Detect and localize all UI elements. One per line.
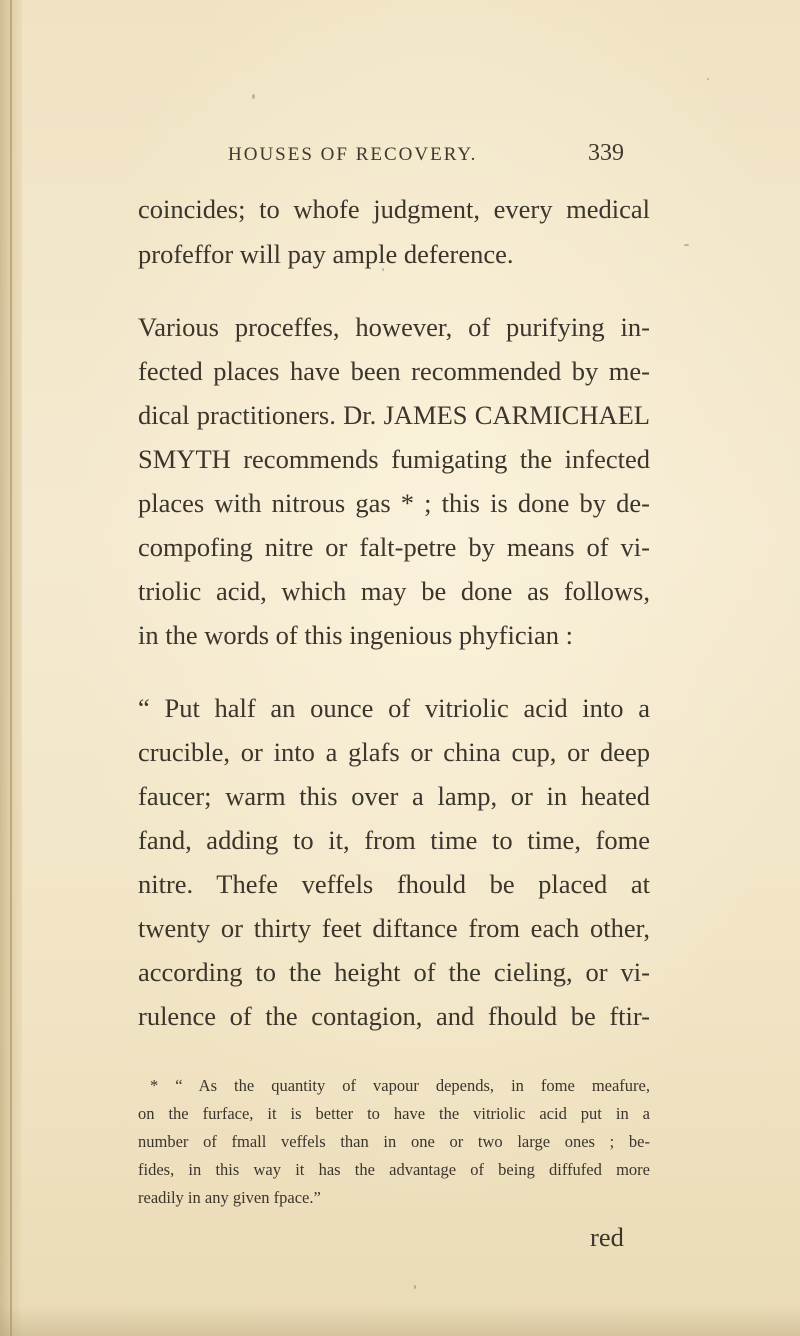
body-line: triolic acid, which may be done as follows, xyxy=(138,576,650,606)
body-line: “ Put half an ounce of vitriolic acid into a xyxy=(138,693,650,723)
body-line: crucible, or into a glafs or china cup, or deep xyxy=(138,737,650,767)
body-line: rulence of the contagion, and fhould be ftir- xyxy=(138,1001,650,1031)
catchword: red xyxy=(590,1222,624,1252)
body-line: according to the height of the cieling, or vi- xyxy=(138,957,650,987)
footnote-line: number of fmall veffels than in one or two large ones ; be- xyxy=(138,1132,650,1151)
body-line: faucer; warm this over a lamp, or in heated xyxy=(138,781,650,811)
body-line: places with nitrous gas * ; this is done by de- xyxy=(138,488,650,518)
paper-speck xyxy=(707,78,709,80)
paper-speck xyxy=(414,1285,416,1289)
body-line: coincides; to whofe judgment, every medical xyxy=(138,194,650,224)
paper-speck xyxy=(252,94,255,99)
body-line: dical practitioners. Dr. JAMES CARMICHAEL xyxy=(138,400,650,430)
body-line: in the words of this ingenious phyfician : xyxy=(138,620,573,650)
body-line: compofing nitre or falt-petre by means of vi- xyxy=(138,532,650,562)
paper-speck xyxy=(382,268,384,271)
body-line: fand, adding to it, from time to time, fome xyxy=(138,825,650,855)
binding-crease xyxy=(10,0,12,1336)
paper-speck xyxy=(684,244,689,246)
running-header xyxy=(0,140,800,174)
page-bottom-edge xyxy=(0,1306,800,1336)
footnote-line: * “ As the quantity of vapour depends, in fome meafure, xyxy=(150,1076,650,1095)
body-line: fected places have been recommended by me- xyxy=(138,356,650,386)
footnote-line: fides, in this way it has the advantage of being diffufed more xyxy=(138,1160,650,1179)
page-number: 339 xyxy=(588,140,624,166)
footnote-line: readily in any given fpace.” xyxy=(138,1188,321,1207)
body-line: twenty or thirty feet diftance from each other, xyxy=(138,913,650,943)
running-title: HOUSES OF RECOVERY. xyxy=(228,144,478,165)
body-line: SMYTH recommends fumigating the infected xyxy=(138,444,650,474)
body-line: Various proceffes, however, of purifying in- xyxy=(138,312,650,342)
footnote-line: on the furface, it is better to have the vitriolic acid put in a xyxy=(138,1104,650,1123)
body-line: nitre. Thefe veffels fhould be placed at xyxy=(138,869,650,899)
body-line: profeffor will pay ample deference. xyxy=(138,239,514,269)
